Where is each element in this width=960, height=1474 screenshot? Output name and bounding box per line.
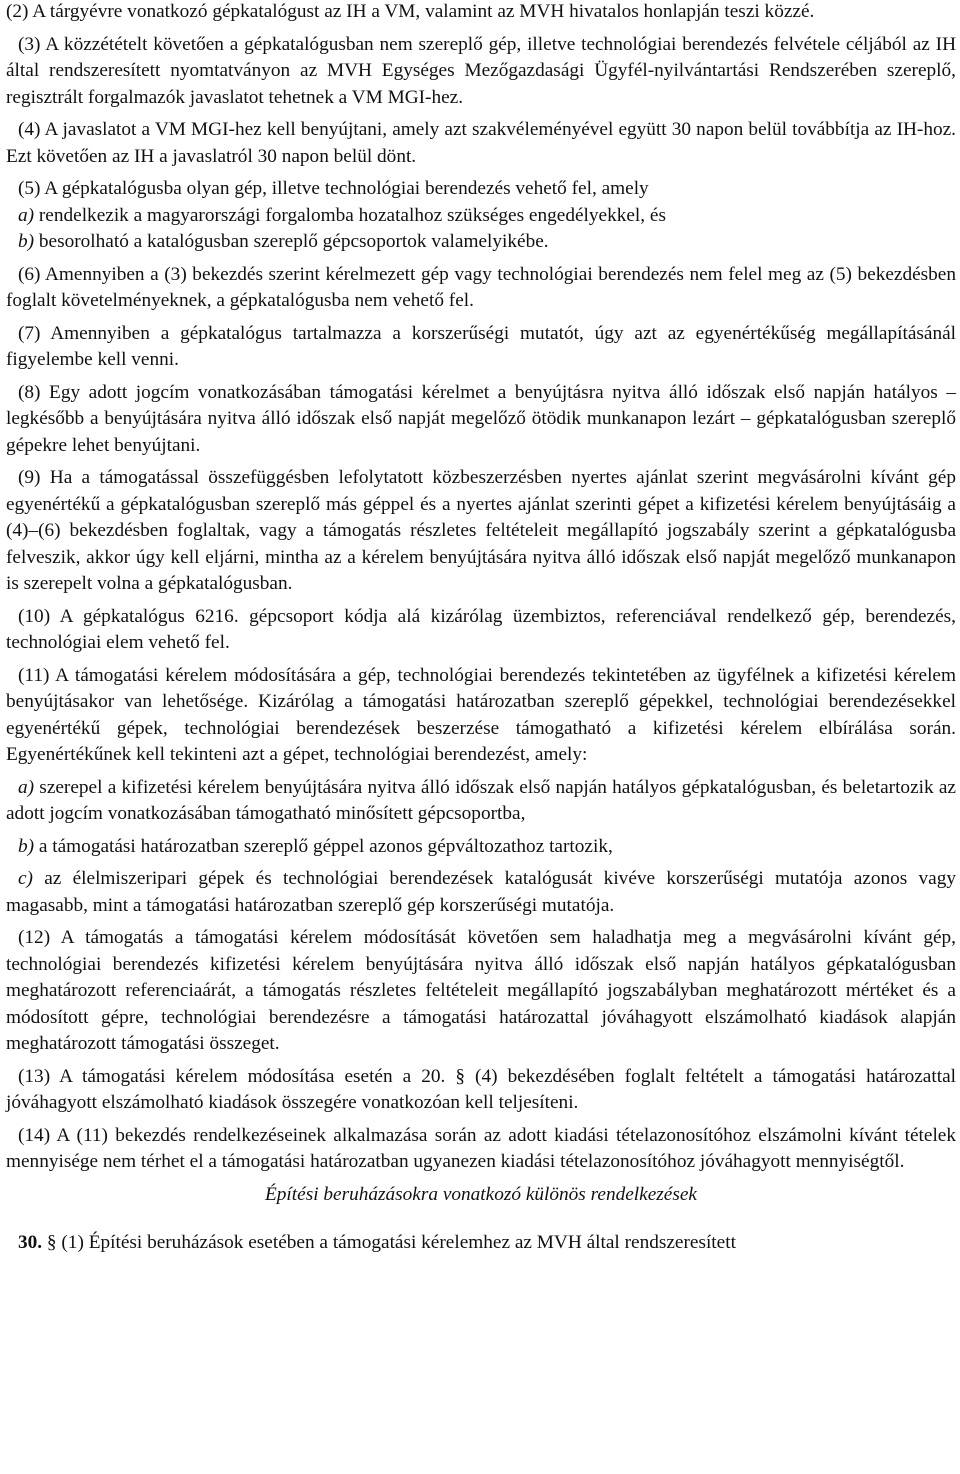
paragraph-12: (12) A támogatás a támogatási kérelem módosítását követően sem haladhatja meg a megvásárolni kívánt gép, technológiai berendezés kifizetési kérelem benyújtására nyitva álló időszak első napján hatályos gépkatalógusban meghatározott referenciaárát, a támogatás részletes feltételeit megállapító jogszabályban meghatározott mértéket és a módosított gépre, technológiai berendezésre a támogatási határozattal jóváhagyott elszámolható kiadások alapján meghatározott támogatási összeget. (6, 927, 956, 1054)
item-text: besorolható a katalógusban szereplő gépcsoportok valamelyikébe. (34, 231, 549, 252)
item-mark: a) (18, 776, 35, 798)
paragraph-14: (14) A (11) bekezdés rendelkezéseinek alkalmazása során az adott kiadási tételazonosítóhoz elszámolni kívánt tételek mennyisége nem térhet el a támogatási határozatban ugyanezen kiadási tételazonosítóhoz jóváhagyott mennyiségtől. (6, 1124, 956, 1172)
item-mark: b) (18, 231, 35, 252)
item-text: szerepel a kifizetési kérelem benyújtására nyitva álló időszak első napján hatályos gépkatalógusban, és beletartozik az adott jogcím vonatkozásában támogatható minősített gépcsoportba, (6, 776, 956, 824)
paragraph-11 (6, 663, 956, 920)
paragraph-9: (9) Ha a támogatással összefüggésben lefolytatott közbeszerzésben nyertes ajánlat szerint megvásárolni kívánt gép egyenértékű a gépkatalógusban szereplő más géppel és a nyertes ajánlat szerinti gépet a kifizetési kérelem benyújtásáig a (4)–(6) bekezdésben foglaltak, vagy a támogatás részletes feltételeit megállapító jogszabály szerint a gépkatalógusba felveszik, akkor úgy kell eljárni, mintha az a kérelem benyújtására nyitva álló időszak első napját megelőző munkanapon is szerepelt volna a gépkatalógusban. (6, 467, 956, 594)
paragraph-5-item-b (6, 229, 956, 256)
paragraph-11-item-b (6, 834, 956, 861)
document-page (6, 0, 956, 1257)
item-text: rendelkezik a magyarországi forgalomba hozatalhoz szükséges engedélyekkel, és (34, 204, 666, 226)
paragraph-3: (3) A közzétételt követően a gépkatalógusban nem szereplő gép, illetve technológiai berendezés felvétele céljából az IH által rendszeresített nyomtatványon az MVH Egységes Mezőgazdasági Ügyfél-nyilvántartási Rendszerében szereplő, regisztrált forgalmazók javaslatot tehetnek a VM MGI-hez. (6, 33, 956, 108)
item-text: a támogatási határozatban szereplő géppel azonos gépváltozathoz tartozik, (34, 835, 613, 857)
paragraph-6: (6) Amennyiben a (3) bekezdés szerint kérelmezett gép vagy technológiai berendezés nem felel meg az (5) bekezdésben foglalt követelményeknek, a gépkatalógusba nem vehető fel. (6, 263, 956, 311)
section-number: 30. (18, 1232, 43, 1253)
section-heading: Építési beruházásokra vonatkozó különös rendelkezések (265, 1183, 697, 1205)
section-text: § (1) Építési beruházások esetében a támogatási kérelemhez az MVH által rendszeresített (42, 1232, 736, 1253)
paragraph-2: (2) A tárgyévre vonatkozó gépkatalógust az IH a VM, valamint az MVH hivatalos honlapján teszi közzé. (6, 1, 815, 22)
paragraph-4: (4) A javaslatot a VM MGI-hez kell benyújtani, amely azt szakvéleményével együtt 30 napon belül továbbítja az IH-hoz. Ezt követően az IH a javaslatról 30 napon belül dönt. (6, 119, 956, 167)
item-text: az élelmiszeripari gépek és technológiai berendezések katalógusát kivéve korszerűségi mutatója azonos vagy magasabb, mint a támogatási határozatban szereplő gép korszerűségi mutatója. (6, 868, 956, 916)
paragraph-8: (8) Egy adott jogcím vonatkozásában támogatási kérelmet a benyújtásra nyitva álló időszak első napján hatályos – legkésőbb a benyújtására nyitva álló időszak első napját megelőző ötödik munkanapon lezárt – gépkatalógusban szereplő gépekre lehet benyújtani. (6, 381, 956, 456)
section-30 (6, 1230, 956, 1257)
paragraph-10: (10) A gépkatalógus 6216. gépcsoport kódja alá kizárólag üzembiztos, referenciával rendelkező gép, berendezés, technológiai elem vehető fel. (6, 605, 956, 653)
item-mark: c) (18, 868, 33, 889)
paragraph-7: (7) Amennyiben a gépkatalógus tartalmazza a korszerűségi mutatót, úgy azt az egyenértékűség megállapításánál figyelembe kell venni. (6, 322, 956, 370)
paragraph-11-item-c (6, 866, 956, 919)
paragraph-13: (13) A támogatási kérelem módosítása esetén a 20. § (4) bekezdésében foglalt feltételt a támogatási határozattal jóváhagyott elszámolható kiadások összegére vonatkozóan kell teljesíteni. (6, 1065, 956, 1113)
paragraph-11-intro: (11) A támogatási kérelem módosítására a gép, technológiai berendezés tekintetében az ügyfélnek a kifizetési kérelem benyújtásakor van lehetősége. Kizárólag a támogatási határozatban szereplő gépekkel, technológiai berendezésekkel egyenértékű gépek, technológiai berendezések beszerzése támogatható a kifizetési kérelem elbírálása során. Egyenértékűnek kell tekinteni azt a gépet, technológiai berendezést, amely: (6, 664, 956, 765)
item-mark: a) (18, 204, 35, 226)
paragraph-11-item-a (6, 775, 956, 828)
item-mark: b) (18, 835, 35, 857)
paragraph-5-item-a (6, 203, 956, 230)
paragraph-5-intro: (5) A gépkatalógusba olyan gép, illetve technológiai berendezés vehető fel, amely (18, 178, 649, 199)
paragraph-5 (6, 176, 956, 256)
